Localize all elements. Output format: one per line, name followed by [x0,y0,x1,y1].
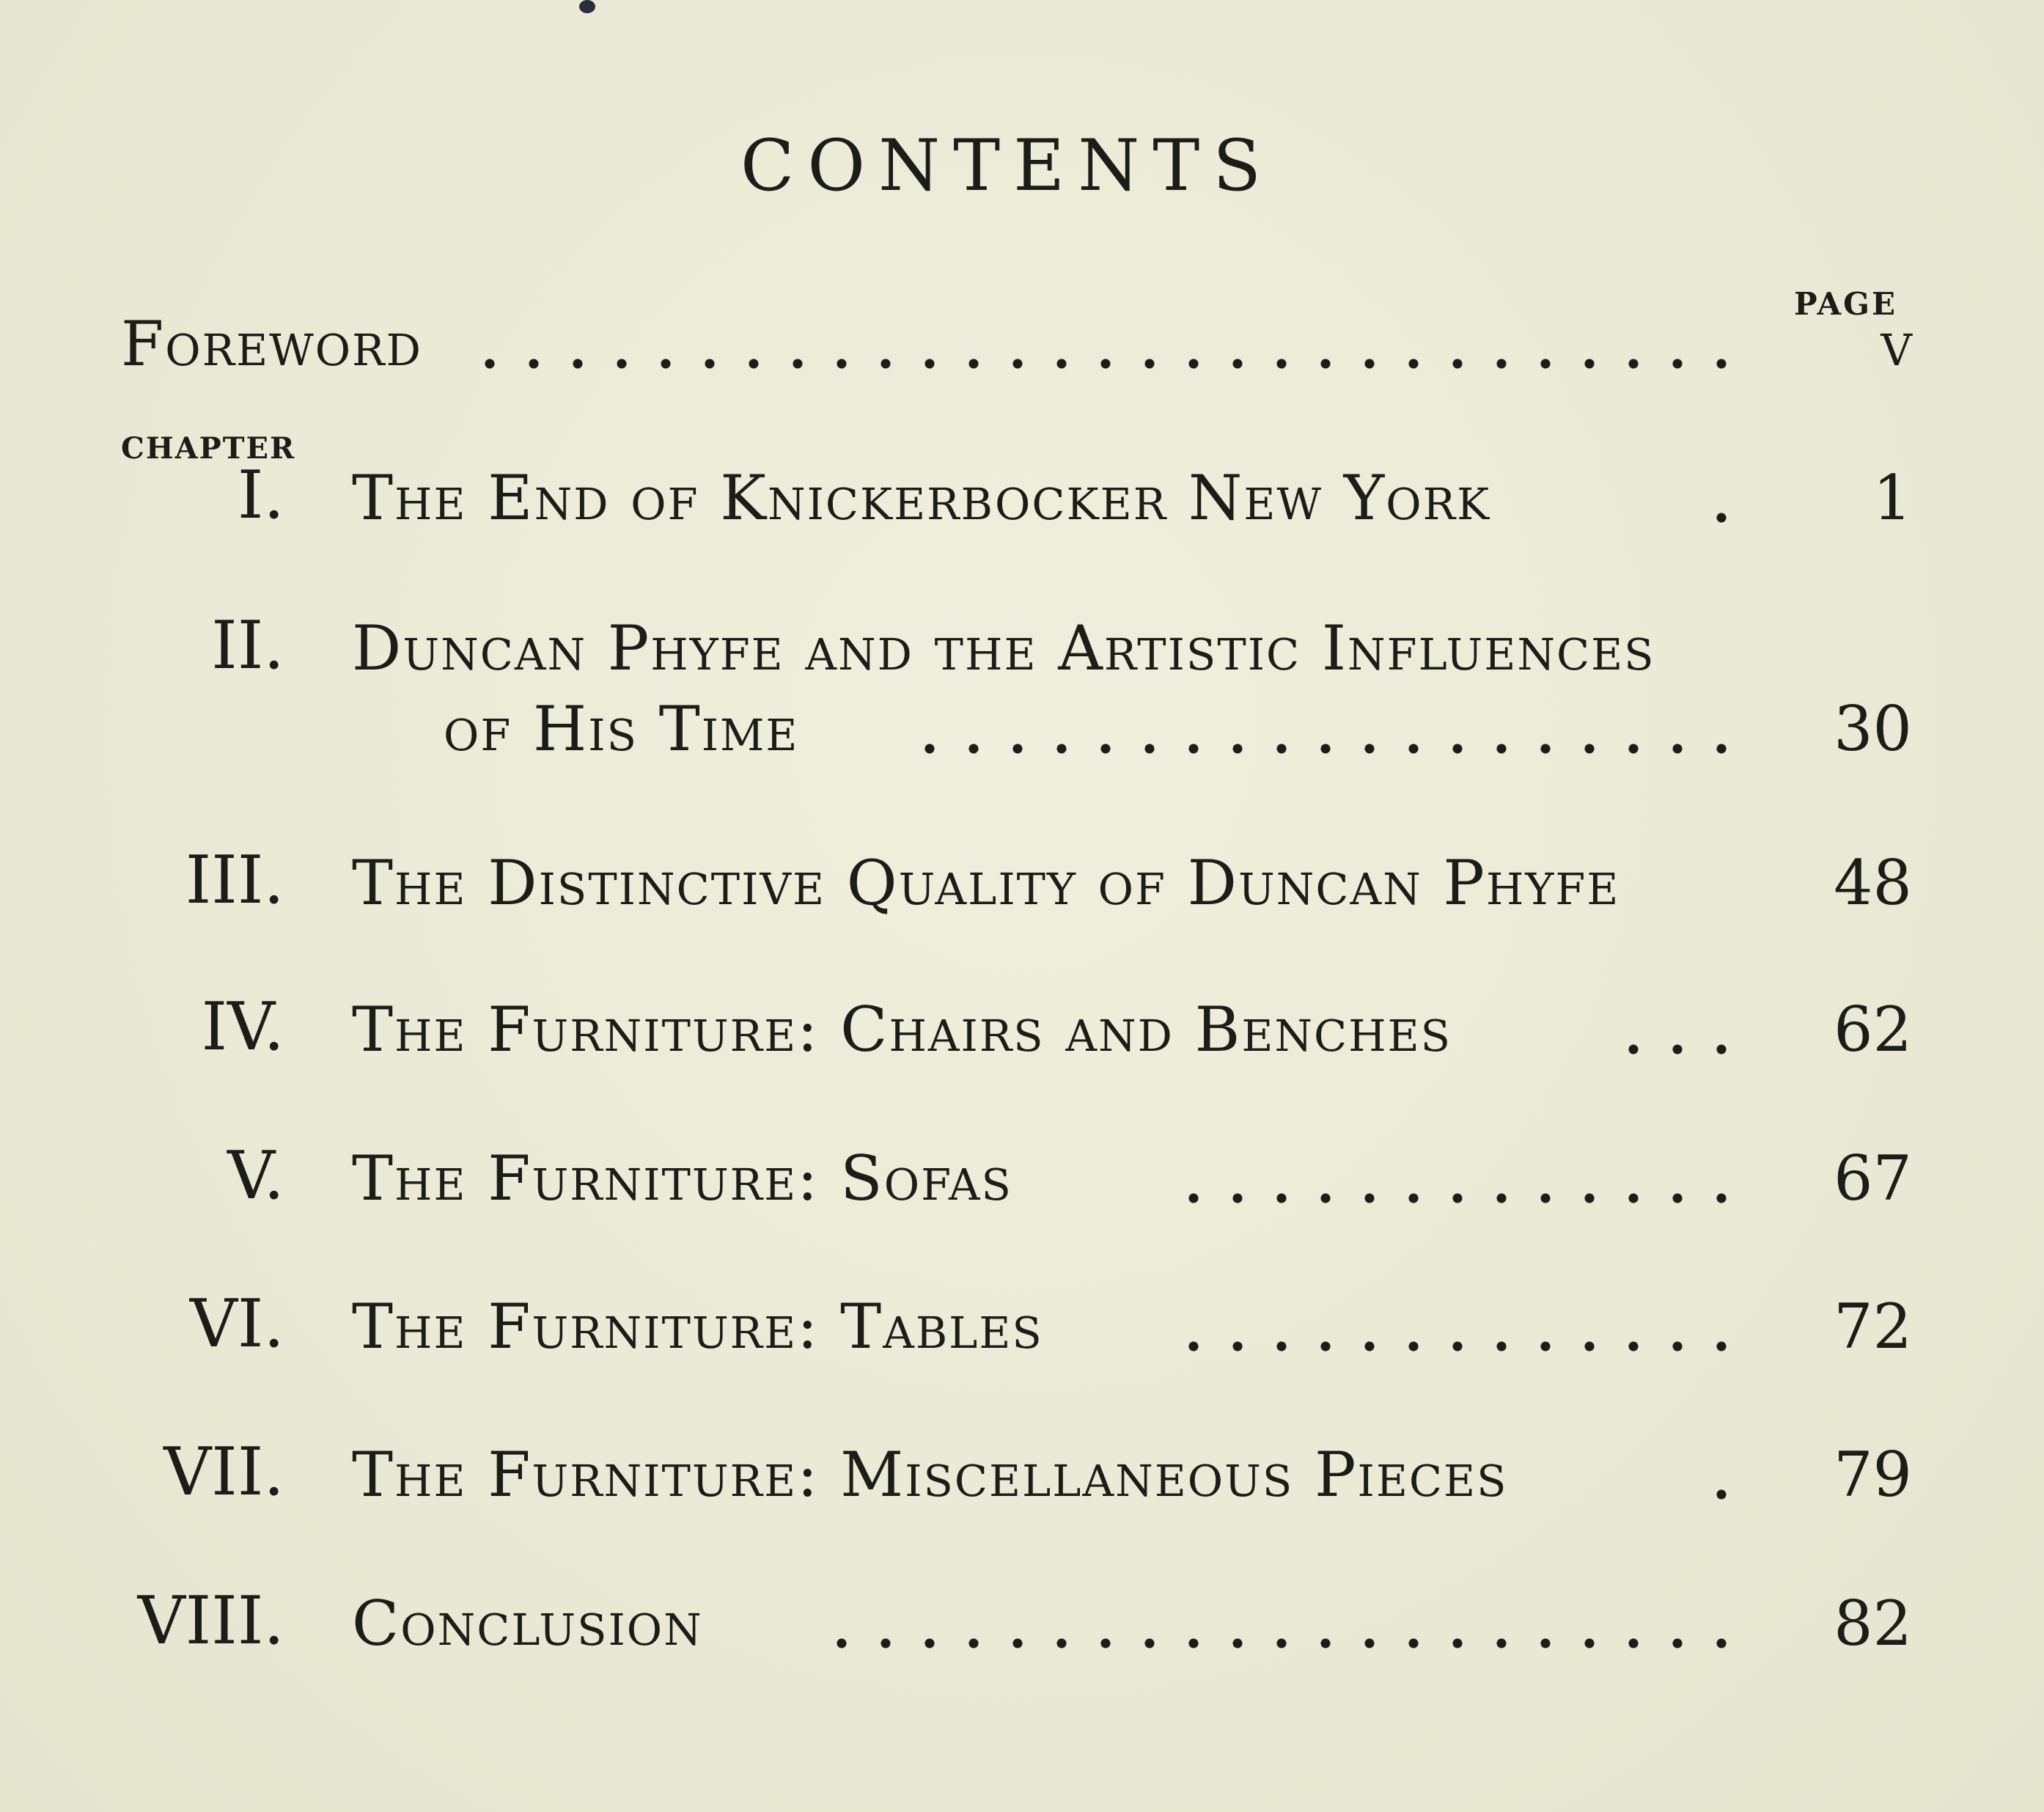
chapter-numeral: VII. [163,1434,284,1511]
dot-leader [1180,1339,1743,1354]
dot-leader [1180,1191,1743,1206]
chapter-numeral: II. [211,607,284,684]
toc-title: The Furniture: Sofas [352,1142,1012,1214]
toc-row [0,842,2044,935]
toc-row [0,1582,2044,1676]
dot-leader [1708,510,1743,525]
toc-title: The Furniture: Miscellaneous Pieces [352,1439,1508,1511]
toc-title: The Distinctive Quality of Duncan Phyfe [352,847,1620,919]
page-column-label: PAGE [1794,286,1897,322]
chapter-numeral: III. [185,842,284,919]
toc-page-number: 72 [1834,1291,1912,1362]
toc-row [0,1285,2044,1379]
chapter-numeral: IV. [201,988,284,1065]
chapter-numeral: V. [227,1137,284,1214]
toc-page-number: 82 [1834,1588,1912,1659]
page-title: CONTENTS [740,125,1275,207]
toc-row [0,1434,2044,1527]
toc-page-number: 67 [1834,1142,1912,1214]
toc-page-number: 79 [1834,1439,1912,1511]
toc-title: Foreword [121,308,422,380]
toc-title: The End of Knickerbocker New York [352,462,1491,534]
dot-leader [1613,1042,1743,1057]
chapter-numeral: I. [237,457,284,534]
toc-page-number: 48 [1834,847,1912,919]
toc-page-number: 62 [1834,994,1912,1065]
toc-row [0,457,2044,550]
toc-page-number: v [1881,308,1912,380]
dot-leader [821,1636,1743,1651]
toc-title-line2: of His Time [444,693,799,765]
chapter-numeral: VIII. [137,1582,284,1659]
toc-page-number: 30 [1834,693,1912,765]
toc-row [0,988,2044,1082]
toc-title: Conclusion [352,1588,703,1659]
dot-leader [469,356,1743,371]
toc-title: The Furniture: Chairs and Benches [352,994,1452,1065]
toc-title: The Furniture: Tables [352,1291,1043,1362]
chapter-column-label: CHAPTER [121,431,296,466]
chapter-numeral: VI. [189,1285,284,1362]
toc-page-number: 1 [1872,462,1912,534]
toc-row-foreword [0,308,2044,396]
dot-leader [1701,1487,1743,1502]
toc-row [0,607,2044,781]
toc-title-line1: Duncan Phyfe and the Artistic Influences [352,612,1655,684]
toc-row [0,1137,2044,1230]
dot-leader [913,741,1743,756]
ink-speck [579,0,595,13]
